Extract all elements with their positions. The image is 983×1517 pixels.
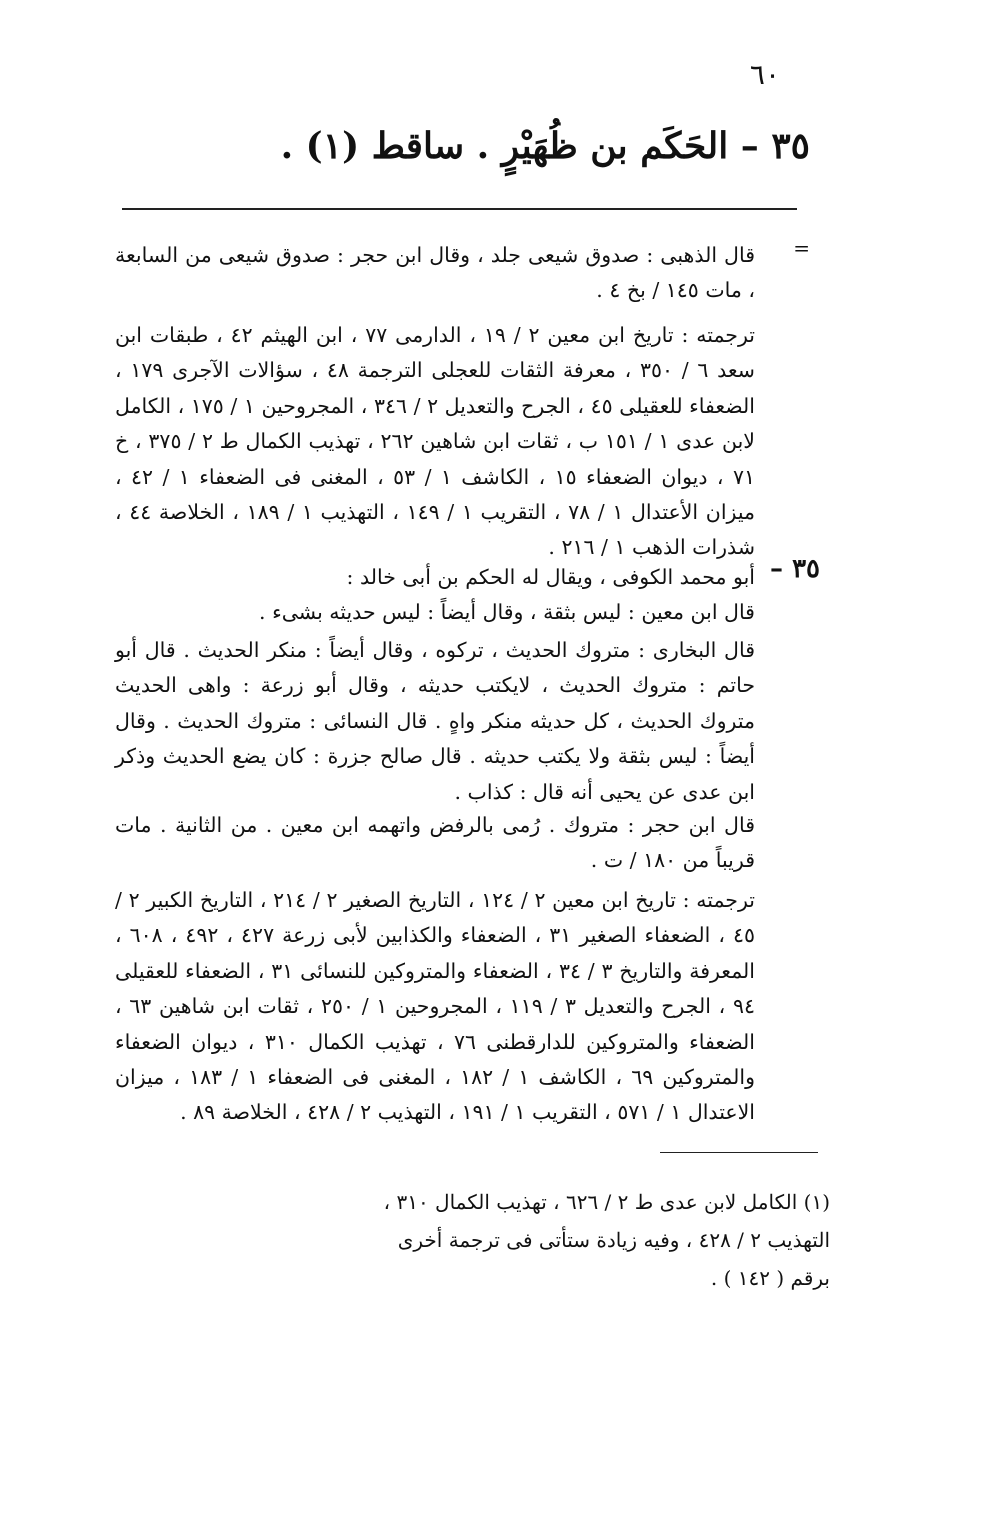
- entry-heading: ٣٥ – الحَكَم بن ظُهَيْرٍ . ساقط (١) .: [280, 125, 810, 167]
- continuation-marker: =: [793, 236, 810, 260]
- dhahabi-verdict: قال الذهبى : صدوق شيعى جلد ، وقال ابن حجر : صدوق شيعى من السابعة ، مات ١٤٥ / بخ ٤ .: [115, 243, 755, 303]
- entry-references: ترجمته : تاريخ ابن معين ٢ / ١٢٤ ، التاريخ الصغير ٢ / ٢١٤ ، التاريخ الكبير ٢ / ٤٥ ، الضعفاء الصغير ٣١ ، الضعفاء والكذابين لأبى زرعة ٤٢٧ ، ٤٩٢ ، ٦٠٨ ، المعرفة والتاريخ ٣ / ٣٤ ، الضعفاء والمتروكين للنسائى ٣١ ، الضعفاء للعقيلى ٩٤ ، الجرح والتعديل ٣ / ١١٩ ، المجروحين ١ / ٢٥٠ ، ثقات ابن شاهين ٦٣ ، الضعفاء والمتروكين للدارقطنى ٧٦ ، تهذيب الكمال ٣١٠ ، ديوان الضعفاء والمتروكين ٦٩ ، الكاشف ١ / ١٨٢ ، المغنى فى الضعفاء ١ / ١٨٣ ، ميزان الاعتدال ١ / ٥٧١ ، التقريب ١ / ١٩١ ، التهذيب ٢ / ٤٢٨ ، الخلاصة ٨٩ .: [115, 888, 756, 1125]
- ibn-main-verdict: قال ابن معين : ليس بثقة ، وقال أيضاً : ليس حديثه بشىء .: [259, 600, 755, 624]
- critics-verdicts: قال البخارى : متروك الحديث ، تركوه ، وقال أيضاً : منكر الحديث . قال أبو حاتم : متروك الحديث ، لايكتب حديثه ، وقال أبو زرعة : واهى الحديث متروك الحديث ، كل حديثه منكر واهٍ . قال النسائى : متروك الحديث . وقال أيضاً : ليس بثقة ولا يكتب حديثه . قال صالح جزرة : كان يضع الحديث وذكر ابن عدى عن يحيى أنه قال : كذاب .: [115, 638, 755, 804]
- page-number: ٦٠: [749, 58, 780, 91]
- footnote: (١) الكامل لابن عدى ط ٢ / ٦٢٦ ، تهذيب الكمال ٣١٠ ، التهذيب ٢ / ٤٢٨ ، وفيه زيادة ستأتى فى ترجمة أخرى برقم ( ١٤٢ ) .: [383, 1190, 830, 1290]
- ibn-hajar-verdict: قال ابن حجر : متروك . رُمى بالرفض واتهمه ابن معين . من الثانية . مات قريباً من ١٨٠ / ت .: [115, 813, 755, 873]
- entry-number-marker: ٣٥ –: [770, 554, 820, 584]
- continuation-references: ترجمته : تاريخ ابن معين ٢ / ١٩ ، الدارمى ٧٧ ، ابن الهيثم ٤٢ ، طبقات ابن سعد ٦ / ٣٥٠ ، معرفة الثقات للعجلى الترجمة ٤٨ ، سؤالات الآجرى ١٧٩ ، الضعفاء للعقيلى ٤٥ ، الجرح والتعديل ٢ / ٣٤٦ ، المجروحين ١ / ١٧٥ ، الكامل لابن عدى ١ / ١٥١ ب ، ثقات ابن شاهين ٢٦٢ ، تهذيب الكمال ط ٢ / ٣٧٥ ، خ ٧١ ، ديوان الضعفاء ١٥ ، الكاشف ١ / ٥٣ ، المغنى فى الضعفاء ١ / ٤٢ ، ميزان الأعتدال ١ / ٧٨ ، التقريب ١ / ١٤٩ ، التهذيب ١ / ١٨٩ ، الخلاصة ٤٤ ، شذرات الذهب ١ / ٢١٦ .: [115, 323, 755, 560]
- entry-kunya: أبو محمد الكوفى ، ويقال له الحكم بن أبى خالد :: [346, 565, 755, 589]
- footnote-divider: [660, 1152, 818, 1153]
- heading-divider: [122, 208, 797, 210]
